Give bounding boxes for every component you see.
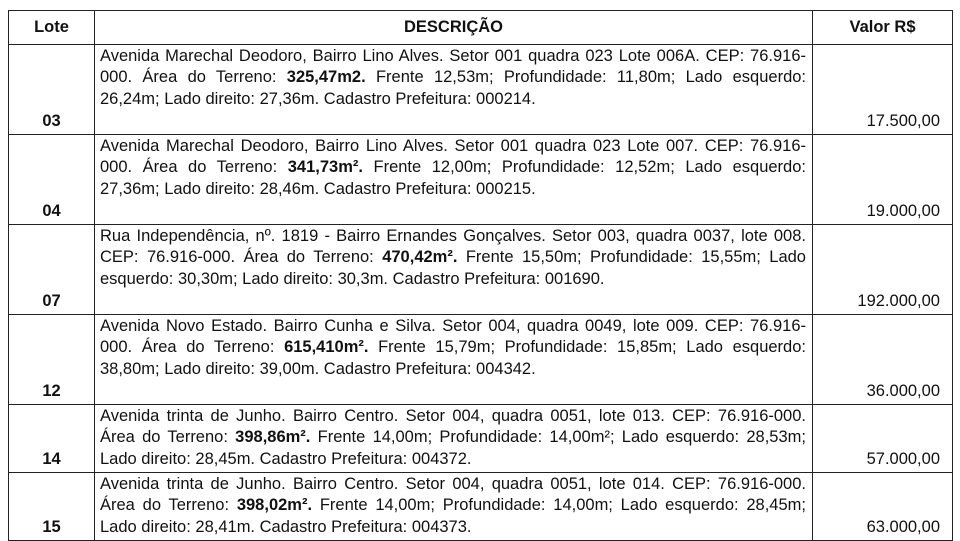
description-text: Avenida trinta de Junho. Bairro Centro. Setor 004, quadra 0051, lote 014. CEP: 76.916-000. Área do Terreno:	[100, 475, 806, 515]
lote-number: 12	[9, 315, 95, 405]
lote-number: 07	[9, 225, 95, 315]
land-area: 470,42m².	[382, 248, 458, 267]
lot-value: 57.000,00	[813, 405, 953, 473]
land-area: 615,410m².	[284, 338, 369, 357]
lot-description	[95, 315, 813, 405]
description-text: Frente 12,53m; Profundidade: 11,80m; Lado esquerdo: 26,24m; Lado direito: 27,36m. Cadastro Prefeitura: 000214.	[100, 68, 807, 108]
land-area: 325,47m2.	[286, 68, 366, 87]
lot-description	[95, 225, 813, 315]
description-text: Frente 12,00m; Profundidade: 12,52m; Lado esquerdo: 27,36m; Lado direito: 28,46m. Cadastro Prefeitura: 000215.	[100, 158, 806, 198]
lote-number: 14	[9, 405, 95, 473]
description-text: Avenida Marechal Deodoro, Bairro Lino Alves. Setor 001 quadra 023 Lote 006A. CEP: 76.916-000. Área do Terreno:	[100, 47, 806, 87]
lote-number: 03	[9, 45, 95, 135]
description-text: Frente 15,50m; Profundidade: 15,55m; Lado esquerdo: 30,30m; Lado direito: 30,3m. Cadastro Prefeitura: 001690.	[100, 248, 806, 288]
table-row	[9, 315, 953, 405]
table-row	[9, 225, 953, 315]
table-header-row	[9, 11, 953, 45]
description-text: Frente 15,79m; Profundidade: 15,85m; Lado esquerdo: 38,80m; Lado direito: 39,00m. Cadastro Prefeitura: 004342.	[100, 338, 806, 378]
lots-table	[8, 10, 953, 541]
description-text: Frente 14,00m; Profundidade: 14,00m; Lado esquerdo: 28,45m; Lado direito: 28,41m. Cadastro Prefeitura: 004373.	[100, 496, 806, 536]
table-row	[9, 473, 953, 541]
lot-value: 63.000,00	[813, 473, 953, 541]
table-row	[9, 405, 953, 473]
header-lote: Lote	[9, 11, 95, 45]
header-descricao: DESCRIÇÃO	[95, 11, 813, 45]
description-text: Avenida Novo Estado. Bairro Cunha e Silva. Setor 004, quadra 0049, lote 009. CEP: 76.916-000. Área do Terreno:	[100, 317, 806, 357]
description-text: Frente 14,00m; Profundidade: 14,00m²; Lado esquerdo: 28,53m; Lado direito: 28,45m. Cadastro Prefeitura: 004372.	[100, 428, 806, 468]
land-area: 398,02m².	[236, 496, 313, 515]
land-area: 398,86m².	[235, 428, 311, 447]
table-row	[9, 135, 953, 225]
lot-value: 36.000,00	[813, 315, 953, 405]
lot-description	[95, 473, 813, 541]
lot-value: 19.000,00	[813, 135, 953, 225]
lot-value: 17.500,00	[813, 45, 953, 135]
lote-number: 15	[9, 473, 95, 541]
land-area: 341,73m².	[287, 158, 363, 177]
table-row	[9, 45, 953, 135]
description-text: Avenida trinta de Junho. Bairro Centro. Setor 004, quadra 0051, lote 013. CEP: 76.916-000. Área do Terreno:	[100, 407, 806, 447]
lot-description	[95, 45, 813, 135]
lot-value: 192.000,00	[813, 225, 953, 315]
header-valor: Valor R$	[813, 11, 953, 45]
lot-description	[95, 135, 813, 225]
lote-number: 04	[9, 135, 95, 225]
description-text: Rua Independência, nº. 1819 - Bairro Ernandes Gonçalves. Setor 003, quadra 0037, lote 008. CEP: 76.916-000. Área do Terreno:	[100, 227, 806, 267]
description-text: Avenida Marechal Deodoro, Bairro Lino Alves. Setor 001 quadra 023 Lote 007. CEP: 76.916-000. Área do Terreno:	[100, 137, 806, 177]
lot-description	[95, 405, 813, 473]
